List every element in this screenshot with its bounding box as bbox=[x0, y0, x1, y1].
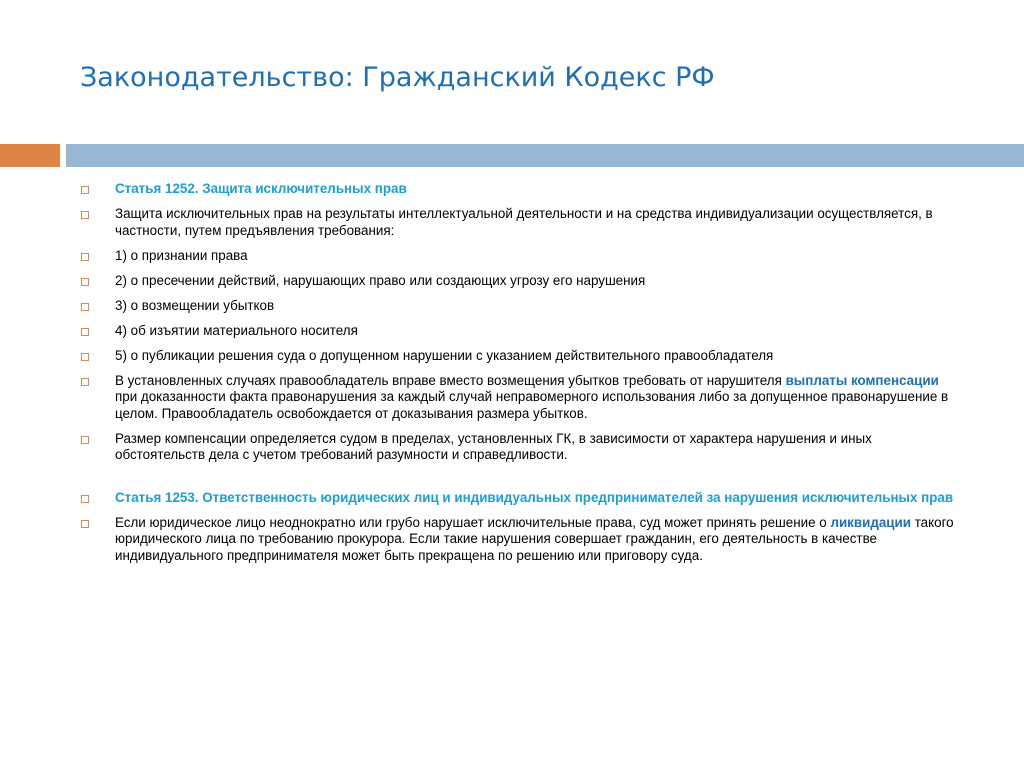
highlight-liquidation: ликвидации bbox=[830, 514, 911, 530]
list-item bbox=[80, 248, 960, 265]
heading-text: Статья 1253. Ответственность юридических лиц и индивидуальных предпринимателей за нарушения исключительных прав bbox=[115, 489, 954, 505]
item-text: Размер компенсации определяется судом в пределах, установленных ГК, в зависимости от характера нарушения и иных обстоятельств дела с учетом требований разумности и справедливости. bbox=[115, 430, 872, 462]
item-text: 3) о возмещении убытков bbox=[115, 297, 275, 313]
item-text-before: Если юридическое лицо неоднократно или грубо нарушает исключительные права, суд может принять решение о bbox=[115, 514, 831, 530]
item-text-before: В установленных случаях правообладатель вправе вместо возмещения убытков требовать от нарушителя bbox=[115, 372, 786, 388]
article-1253-heading bbox=[80, 490, 960, 507]
item-text: Защита исключительных прав на результаты интеллектуальной деятельности и на средства индивидуализации осуществляется, в частности, путем предъявления требования: bbox=[115, 206, 933, 238]
square-bullet-icon bbox=[81, 353, 89, 361]
item-text bbox=[115, 373, 948, 421]
list-item bbox=[80, 373, 960, 423]
square-bullet-icon bbox=[81, 186, 89, 194]
item-text-after: при доказанности факта правонарушения за каждый случай неправомерного использования либо за допущенное правонарушение в целом. Правообладатель освобождается от доказывания размера убытков. bbox=[115, 389, 949, 421]
article-1252-heading bbox=[80, 181, 960, 198]
highlight-compensation: выплаты компенсации bbox=[785, 372, 939, 388]
square-bullet-icon bbox=[81, 253, 89, 261]
item-text: 5) о публикации решения суда о допущенном нарушении с указанием действительного правообладателя bbox=[115, 347, 774, 363]
heading-text: Статья 1252. Защита исключительных прав bbox=[115, 181, 407, 196]
item-text: 2) о пресечении действий, нарушающих право или создающих угрозу его нарушения bbox=[115, 272, 646, 288]
list-item bbox=[80, 273, 960, 290]
square-bullet-icon bbox=[81, 436, 89, 444]
list-item bbox=[80, 348, 960, 365]
square-bullet-icon bbox=[81, 211, 89, 219]
list-item bbox=[80, 431, 960, 464]
square-bullet-icon bbox=[81, 378, 89, 386]
item-text-after: такого юридического лица по требованию прокурора. Если такие нарушения совершает гражданин, его деятельность в качестве индивидуального предпринимателя может быть прекращена по решению или приговору суда. bbox=[115, 514, 954, 563]
square-bullet-icon bbox=[81, 520, 89, 528]
list-item bbox=[80, 515, 960, 565]
square-bullet-icon bbox=[81, 495, 89, 503]
accent-band-blue bbox=[66, 144, 1024, 167]
list-item bbox=[80, 298, 960, 315]
accent-band-orange bbox=[0, 144, 60, 167]
item-text: 4) об изъятии материального носителя bbox=[115, 322, 358, 338]
bullet-list bbox=[80, 181, 960, 573]
list-item bbox=[80, 323, 960, 340]
item-text bbox=[115, 515, 954, 563]
square-bullet-icon bbox=[81, 278, 89, 286]
slide-title: Законодательство: Гражданский Кодекс РФ bbox=[80, 62, 715, 93]
item-text: 1) о признании права bbox=[115, 247, 248, 263]
square-bullet-icon bbox=[81, 328, 89, 336]
list-item bbox=[80, 206, 960, 239]
square-bullet-icon bbox=[81, 303, 89, 311]
